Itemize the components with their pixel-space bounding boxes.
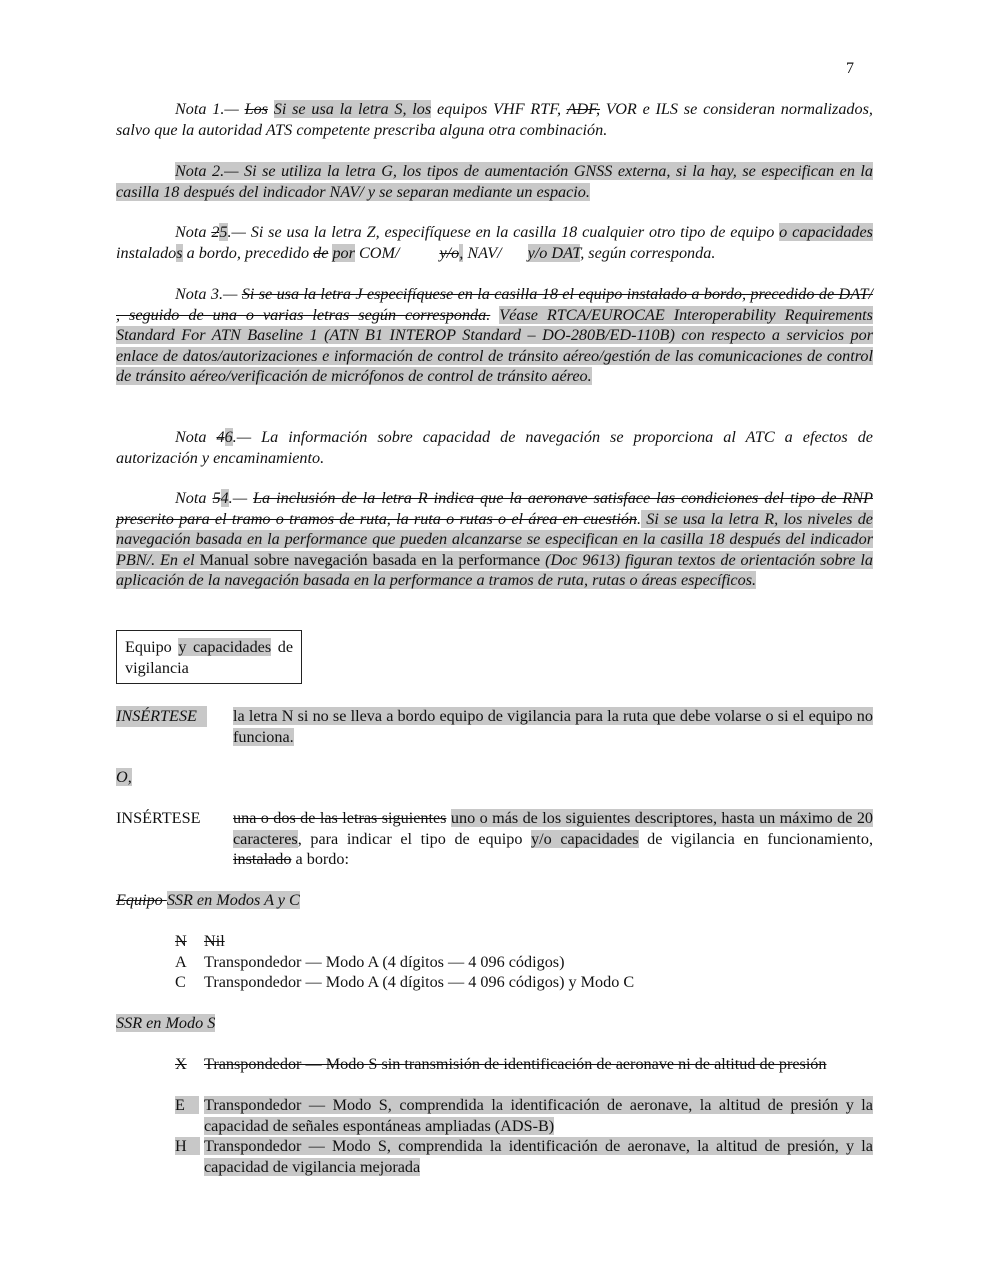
field-box <box>116 630 302 684</box>
inserted-text: s <box>176 243 183 262</box>
insert-text <box>233 808 873 870</box>
note-text: COM/ <box>354 243 400 262</box>
note-text: .— <box>228 489 254 507</box>
code-letter: C <box>175 973 186 991</box>
code-letter: A <box>175 953 187 971</box>
code-letter: H <box>175 1137 200 1155</box>
inserted-text: SSR en Modo S <box>116 1014 216 1032</box>
note-5 <box>116 222 873 263</box>
code-description: Transpondedor — Modo S, comprendida la identificación de aeronave, la altitud de presión, y la capacidad de vigilancia mejorada <box>204 1137 873 1176</box>
note-text: NAV/ <box>463 243 502 262</box>
inserted-text: Véase RTCA/EUROCAE Interoperability Requirements Standard For ATN Baseline 1 (ATN B1 INTEROP Standard – DO-280B/ED-110B) con respecto a servicios por enlace de datos/autorizaciones e información de control de tránsito aéreo/gestión de las comunicaciones de control de tránsito aéreo/verificación de micrófonos de control de tránsito aéreo. <box>116 305 873 385</box>
note-text: instalado <box>116 243 177 262</box>
ssr-s-heading <box>116 1013 873 1034</box>
insert-row-2 <box>116 808 873 870</box>
note-6 <box>116 427 873 468</box>
note-4 <box>116 488 873 591</box>
code-description: Transpondedor — Modo S, comprendida la identificación de aeronave, la altitud de presión y la capacidad de señales espontáneas ampliadas (ADS-B) <box>204 1096 873 1135</box>
code-description: Transpondedor — Modo A (4 dígitos — 4 096 códigos) y Modo C <box>204 973 635 991</box>
box-text: de vigilancia <box>125 638 294 677</box>
note-1-text: equipos VHF RTF, <box>431 100 567 118</box>
deleted-text: 5 <box>212 489 221 507</box>
inserted-text: 4 <box>220 489 229 507</box>
code-letter: X <box>175 1055 187 1073</box>
inserted-text: Si se usa la letra R, los niveles de navegación basada en la performance que pueden alcanzarse se especifican en la casilla 18 después del indicador PBN/. En el <box>116 509 873 569</box>
deleted-text: ADF, <box>566 100 601 118</box>
note-3 <box>116 284 873 387</box>
code-row <box>175 1054 873 1095</box>
note-1 <box>116 99 873 140</box>
inserted-text: y capacidades <box>178 638 272 656</box>
deleted-text: Si se usa la letra J especifíquese en la casilla 18 el equipo instalado a bordo, precedido de DAT/ , seguido de una o varias letras según corresponda. <box>116 285 873 324</box>
note-text: .— Si se usa la letra Z, especifíquese en la casilla 18 cualquier otro tipo de equipo <box>227 223 780 241</box>
note-label: Nota <box>175 489 213 507</box>
inserted-text: 6 <box>224 428 233 446</box>
inserted-text: Nota 2.— Si se utiliza la letra G, los tipos de aumentación GNSS externa, si la hay, se especifican en la casilla 18 después del indicador NAV/ y se separan mediante un espacio. <box>116 162 873 201</box>
plain-text: de vigilancia en funcionamiento, <box>638 829 874 848</box>
code-row <box>175 1095 873 1136</box>
insert-text <box>233 706 873 747</box>
deleted-text: y/o <box>439 243 460 262</box>
ssr-ac-heading <box>116 890 873 911</box>
deleted-text: 2 <box>211 223 220 241</box>
inserted-text: uno o más de los siguientes descriptores, hasta un máximo de 20 caracteres <box>233 809 874 848</box>
inserted-text: (Doc 9613) figuran textos de orientación sobre la aplicación de la navegación basada en la performance a tramos de ruta, rutas o áreas específicos. <box>116 550 874 589</box>
inserted-text: o capacidades <box>779 223 873 241</box>
note-text: , según corresponda. <box>580 243 716 262</box>
plain-text: a bordo: <box>291 850 349 868</box>
deleted-text: instalado <box>233 850 292 868</box>
code-row <box>175 1136 873 1177</box>
insert-row-1 <box>116 706 873 748</box>
inserted-text: por <box>332 243 355 262</box>
inserted-text: Si se usa la letra S, los <box>273 100 432 118</box>
plain-text: , para indicar el tipo de equipo <box>297 829 532 848</box>
deleted-text: La inclusión de la letra R indica que la aeronave satisface las condiciones del tipo de RNP prescrito para el tramo o tramos de ruta, la ruta o rutas o el área en cuestión <box>116 489 873 528</box>
note-1-text: VOR e ILS se consideran normalizados, salvo que la autoridad ATS competente prescriba alguna otra combinación. <box>116 100 873 139</box>
deleted-text: 4 <box>216 428 225 446</box>
code-letter: N <box>175 932 187 950</box>
insert-label: INSÉRTESE <box>116 809 201 827</box>
note-label: Nota 3.— <box>175 285 242 303</box>
manual-title: Manual sobre navegación basada en la performance <box>199 550 541 569</box>
inserted-text: y/o DAT <box>527 243 581 262</box>
note-2 <box>116 161 873 202</box>
code-description: Transpondedor — Modo S sin transmisión de identificación de aeronave ni de altitud de presión <box>204 1055 827 1073</box>
deleted-text: Los <box>244 100 268 118</box>
inserted-text: la letra N si no se lleva a bordo equipo de vigilancia para la ruta que debe volarse o si el equipo no funciona. <box>233 707 873 746</box>
insert-label: INSÉRTESE <box>116 706 207 727</box>
code-letter: E <box>175 1096 199 1114</box>
code-description: Transpondedor — Modo A (4 dígitos — 4 096 códigos) <box>204 953 565 971</box>
deleted-text: Equipo <box>116 891 167 909</box>
deleted-text: de <box>313 243 329 262</box>
page-number: 7 <box>846 60 854 77</box>
inserted-text: y/o capacidades <box>531 829 639 848</box>
or-label <box>116 767 873 788</box>
note-1-label: Nota 1.— <box>175 100 239 118</box>
inserted-text: , <box>459 243 464 262</box>
note-label: Nota <box>175 223 212 241</box>
deleted-text: una o dos de las letras siguientes <box>233 809 447 827</box>
note-text: a bordo, precedido <box>182 243 314 262</box>
box-text: Equipo <box>125 638 179 656</box>
code-description: Nil <box>204 932 225 950</box>
inserted-text: O, <box>116 768 132 786</box>
inserted-text: 5 <box>219 223 228 241</box>
inserted-text: SSR en Modos A y C <box>166 891 300 909</box>
note-text: . <box>637 509 642 528</box>
note-label: Nota <box>175 428 217 446</box>
note-text: .— La información sobre capacidad de navegación se proporciona al ATC a efectos de autorización y encaminamiento. <box>116 428 873 467</box>
